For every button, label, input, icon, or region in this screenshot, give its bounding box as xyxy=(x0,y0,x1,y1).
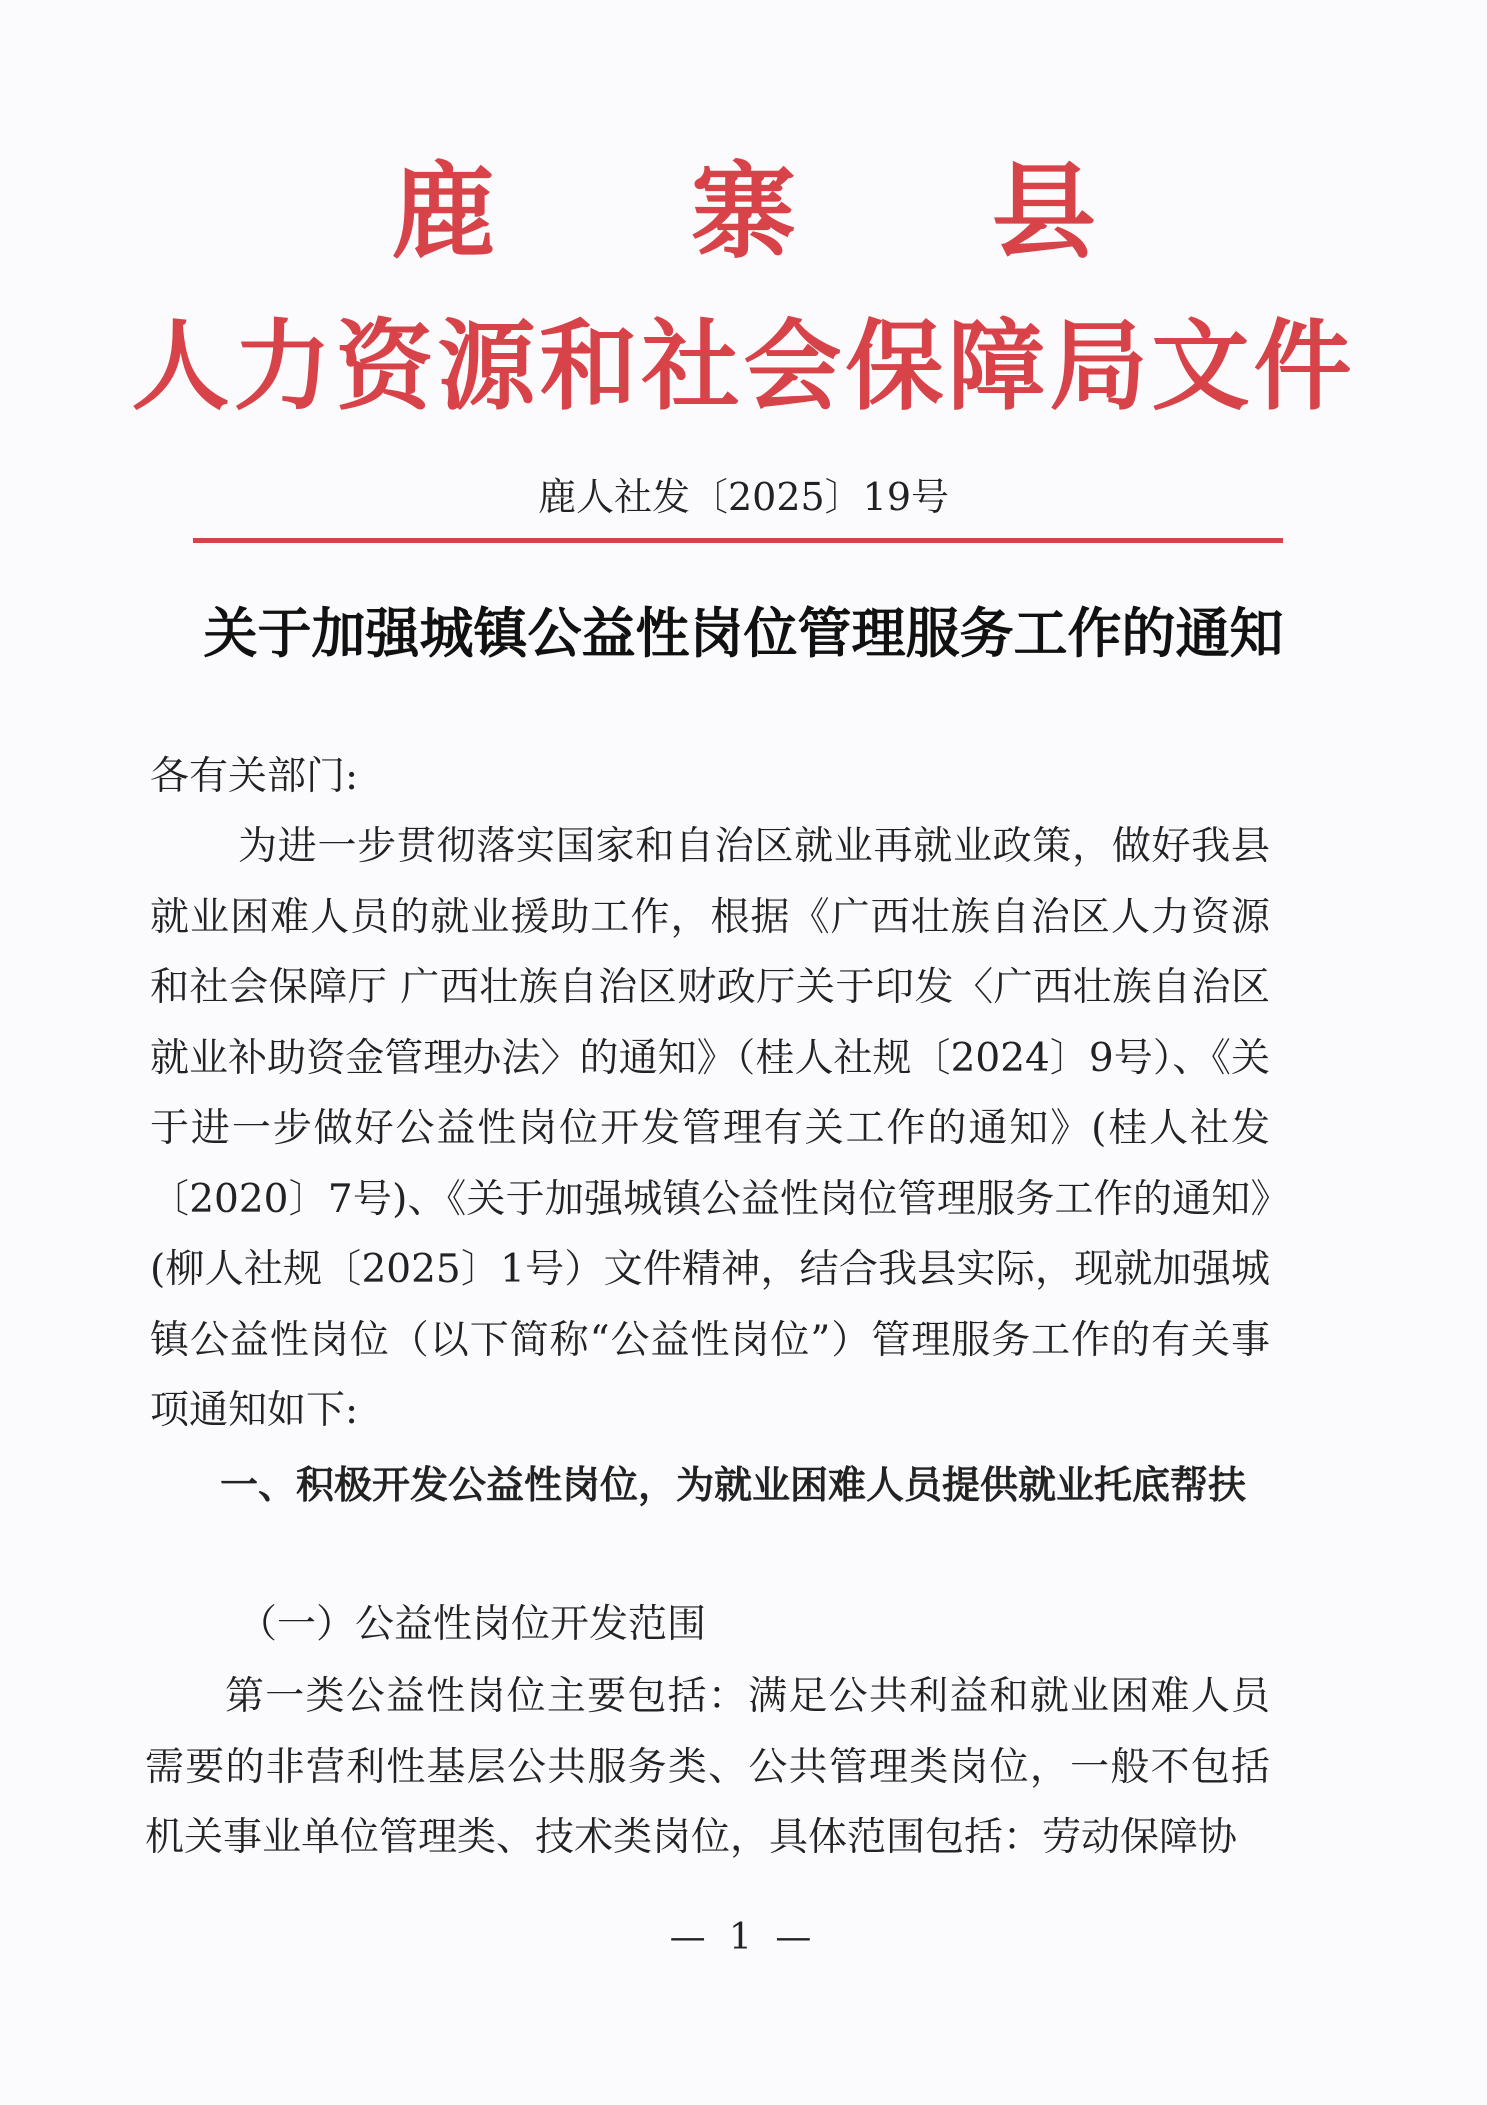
salutation: 各有关部门: xyxy=(150,754,359,799)
section-heading-1: 一、积极开发公益性岗位，为就业困难人员提供就业托底帮扶 xyxy=(220,1463,1247,1507)
issuer-agency: 人力资源和社会保障局文件 xyxy=(131,309,1356,424)
issuer-county: 鹿 寨 县 xyxy=(391,150,1176,273)
subsection-heading-1: （一）公益性岗位开发范围 xyxy=(238,1602,707,1647)
page-number: — 1 — xyxy=(669,1917,818,1958)
paragraph-scope: 第一类公益性岗位主要包括：满足公共利益和就业困难人员需要的非营利性基层公共服务类、公共管理类岗位，一般不包括机关事业单位管理类、技术类岗位，具体范围包括：劳动保障协 xyxy=(145,1674,1270,1860)
red-divider xyxy=(193,538,1283,543)
paragraph-intro: 为进一步贯彻落实国家和自治区就业再就业政策，做好我县就业困难人员的就业援助工作，根据《广西壮族自治区人力资源和社会保障厅 广西壮族自治区财政厅关于印发〈广西壮族自治区就业补助资金管理办法〉的通知》（桂人社规〔2024〕9号）、《关于进一步做好公益性岗位开发管理有关工作的通知》(桂人社发〔2020〕7号)、《关于加强城镇公益性岗位管理服务工作的通知》(柳人社规〔2025〕1号）文件精神，结合我县实际，现就加强城镇公益性岗位（以下简称“公益性岗位”）管理服务工作的有关事项通知如下: xyxy=(150,824,1270,1433)
document-number: 鹿人社发〔2025〕19号 xyxy=(537,475,950,519)
document-title: 关于加强城镇公益性岗位管理服务工作的通知 xyxy=(203,601,1284,665)
